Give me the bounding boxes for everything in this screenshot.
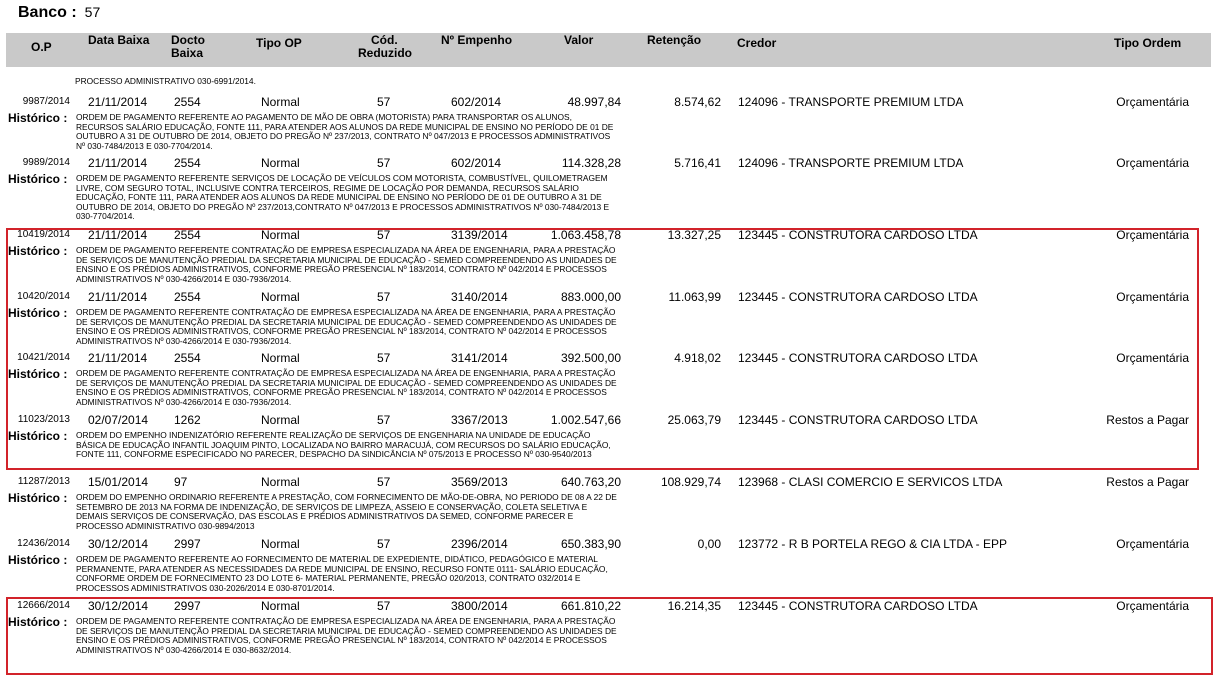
op-number: 11287/2013 xyxy=(17,476,70,487)
op-number: 9987/2014 xyxy=(22,96,70,107)
valor: 661.810,22 xyxy=(560,599,621,613)
credor-code: 123445 xyxy=(738,228,779,242)
historico-label: Histórico : xyxy=(8,244,68,258)
data-baixa: 30/12/2014 xyxy=(88,599,149,613)
valor: 48.997,84 xyxy=(567,95,621,109)
col-docto-line1: Docto xyxy=(171,33,205,47)
credor-code: 123968 xyxy=(738,475,779,489)
historico-label: Histórico : xyxy=(8,491,68,505)
tipo-op: Normal xyxy=(261,290,300,304)
historico-label: Histórico : xyxy=(8,306,68,320)
tipo-ordem: Orçamentária xyxy=(1116,228,1189,242)
empenho-number: 3800/2014 xyxy=(451,599,508,613)
col-docto-line2: Baixa xyxy=(171,46,204,60)
tipo-op: Normal xyxy=(261,537,300,551)
tipo-op: Normal xyxy=(261,228,300,242)
tipo-op: Normal xyxy=(261,351,300,365)
data-baixa: 21/11/2014 xyxy=(88,228,148,242)
historico-label: Histórico : xyxy=(8,429,68,443)
credor-name: - CONSTRUTORA CARDOSO LTDA xyxy=(781,599,978,613)
tipo-ordem: Orçamentária xyxy=(1116,156,1189,170)
data-baixa: 21/11/2014 xyxy=(88,156,148,170)
historico-label: Histórico : xyxy=(8,367,68,381)
docto-baixa: 2554 xyxy=(174,351,201,365)
tipo-op: Normal xyxy=(261,156,300,170)
valor: 1.002.547,66 xyxy=(550,413,621,427)
data-baixa: 15/01/2014 xyxy=(88,475,149,489)
credor xyxy=(738,156,963,170)
retencao: 11.063,99 xyxy=(668,290,721,304)
valor: 392.500,00 xyxy=(560,351,621,365)
retencao: 8.574,62 xyxy=(674,95,721,109)
historico-text: ORDEM DO EMPENHO ORDINARIO REFERENTE A PRESTAÇÃO, COM FORNECIMENTO DE MÃO-DE-OBRA, NO PERIODO DE 08 A 22 DE SETEMBRO DE 2013 NA FORMA DE INDENIZAÇÃO, DE SERVIÇOS DE LIMPEZA, ASSEIO E CONSERVAÇÃO, COLETA SELETIVA E DEMAIS SERVIÇOS DE CONSERVAÇÃO, DAS ESCOLAS E PRÉDIOS ADMINISTRATIVOS DA SEMED, CONFORME PARECER E PROCESSO ADMINISTRATIVO 030-9894/2013 xyxy=(76,492,617,531)
historico-label: Histórico : xyxy=(8,111,68,125)
historico-text: ORDEM DE PAGAMENTO REFERENTE CONTRATAÇÃO DE EMPRESA ESPECIALIZADA NA ÁREA DE ENGENHARIA, PARA A PRESTAÇÃO DE SERVIÇOS DE MANUTENÇÃO PREDIAL DA SECRETARIA MUNICIPAL DE EDUCAÇÃO - SEMED COMPREENDENDO AS UNIDADES DE ENSINO E OS PRÉDIOS ADMINISTRATIVOS, CONFORME PREGÃO PRESENCIAL Nº 183/2014, CONTRATO Nº 042/2014 E PROCESSOS ADMINISTRATIVOS Nº 030-4266/2014 E 030-7936/2014. xyxy=(76,307,617,346)
col-op: O.P xyxy=(31,40,52,54)
highlight-box-construtora-single xyxy=(6,597,1213,675)
cod-reduzido: 57 xyxy=(377,351,391,365)
credor-name: - CONSTRUTORA CARDOSO LTDA xyxy=(781,413,978,427)
empenho-number: 602/2014 xyxy=(451,156,502,170)
historico-label: Histórico : xyxy=(8,172,68,186)
tipo-op: Normal xyxy=(261,475,300,489)
empenho-number: 2396/2014 xyxy=(451,537,508,551)
valor: 114.328,28 xyxy=(561,156,621,170)
cod-reduzido: 57 xyxy=(377,537,391,551)
cod-reduzido: 57 xyxy=(377,599,391,613)
credor-name: - TRANSPORTE PREMIUM LTDA xyxy=(781,156,964,170)
record-row xyxy=(0,473,1217,535)
empenho-number: 3569/2013 xyxy=(451,475,508,489)
retencao: 16.214,35 xyxy=(667,599,721,613)
historico-label: Histórico : xyxy=(8,553,68,567)
retencao: 0,00 xyxy=(697,537,721,551)
empenho-number: 3139/2014 xyxy=(451,228,508,242)
credor xyxy=(738,95,963,109)
col-empenho: Nº Empenho xyxy=(441,33,513,47)
credor-name: - CLASI COMERCIO E SERVICOS LTDA xyxy=(781,475,1003,489)
empenho-number: 3367/2013 xyxy=(451,413,508,427)
op-number: 12436/2014 xyxy=(17,538,70,549)
banco-heading xyxy=(18,4,100,22)
col-tipo-op: Tipo OP xyxy=(256,36,302,50)
data-baixa: 21/11/2014 xyxy=(88,351,148,365)
docto-baixa: 2554 xyxy=(174,290,201,304)
cod-reduzido: 57 xyxy=(377,156,391,170)
empenho-number: 602/2014 xyxy=(451,95,502,109)
data-baixa: 21/11/2014 xyxy=(88,290,148,304)
empenho-number: 3140/2014 xyxy=(451,290,508,304)
historico-text: ORDEM DE PAGAMENTO REFERENTE SERVIÇOS DE LOCAÇÃO DE VEÍCULOS COM MOTORISTA, COMBUSTÍVEL, QUILOMETRAGEM LIVRE, COM SEGURO TOTAL, INCLUSIVE CONTRA TERCEIROS, REGIME DE LOCAÇÃO POR DEMANDA, RECURSOS SALÁRIO EDUCAÇÃO, FONTE 111, PARA ATENDER AOS ALUNOS DA REDE MUNICIPAL DE ENSINO NO PERÍODO DE 01 DE OUTUBRO A 31 DE OUTUBRO DE 2014, OBJETO DO PREGÃO Nº 237/2013,CONTRATO Nº 047/2013 E PROCESSOS ADMINISTRATIVOS Nº 030-7484/2013 E 030-7704/2014. xyxy=(76,173,610,221)
banco-value: 57 xyxy=(84,4,101,20)
tipo-ordem: Orçamentária xyxy=(1116,537,1189,551)
docto-baixa: 2554 xyxy=(174,228,201,242)
credor-code: 124096 xyxy=(738,156,779,170)
banco-label: Banco : xyxy=(18,4,77,21)
tipo-op: Normal xyxy=(261,413,300,427)
record-row xyxy=(0,93,1217,155)
col-cod-line1: Cód. xyxy=(371,33,398,47)
credor-name: - CONSTRUTORA CARDOSO LTDA xyxy=(781,228,978,242)
carryover-historico: PROCESSO ADMINISTRATIVO 030-6991/2014. xyxy=(75,76,256,86)
data-baixa: 02/07/2014 xyxy=(88,413,149,427)
credor xyxy=(738,537,1007,551)
historico-text: ORDEM DO EMPENHO INDENIZATÓRIO REFERENTE REALIZAÇÃO DE SERVIÇOS DE ENGENHARIA NA UNIDADE DE EDUCAÇÃO BÁSICA DE EDUCAÇÃO INFANTIL JOAQUIM PINTO, LOCALIZADA NO BAIRRO MARACUJÁ, COM RECURSOS DO SALÁRIO EDUCAÇÃO, FONTE 111, CONFORME ESPECIFICADO NO PARECER, DESPACHO DA SINDICÂNCIA Nº 075/2013 E PROCESSO Nº 030-9540/2013 xyxy=(76,430,611,459)
op-number: 11023/2013 xyxy=(17,414,70,425)
col-data-baixa: Data Baixa xyxy=(88,33,150,47)
credor-name: - CONSTRUTORA CARDOSO LTDA xyxy=(781,290,978,304)
tipo-ordem: Orçamentária xyxy=(1116,599,1189,613)
valor: 650.383,90 xyxy=(560,537,621,551)
col-cod-line2: Reduzido xyxy=(358,46,412,60)
op-number: 9989/2014 xyxy=(22,157,70,168)
cod-reduzido: 57 xyxy=(377,290,391,304)
credor-name: - R B PORTELA REGO & CIA LTDA - EPP xyxy=(781,537,1008,551)
credor-code: 123445 xyxy=(738,290,779,304)
tipo-op: Normal xyxy=(261,95,300,109)
credor xyxy=(738,475,1002,489)
credor-code: 123445 xyxy=(738,413,779,427)
credor-code: 123445 xyxy=(738,351,779,365)
credor-code: 123772 xyxy=(738,537,779,551)
cod-reduzido: 57 xyxy=(377,95,391,109)
retencao: 5.716,41 xyxy=(674,156,721,170)
historico-text: ORDEM DE PAGAMENTO REFERENTE CONTRATAÇÃO DE EMPRESA ESPECIALIZADA NA ÁREA DE ENGENHARIA, PARA A PRESTAÇÃO DE SERVIÇOS DE MANUTENÇÃO PREDIAL DA SECRETARIA MUNICIPAL DE EDUCAÇÃO - SEMED COMPREENDENDO AS UNIDADES DE ENSINO E OS PRÉDIOS ADMINISTRATIVOS, CONFORME PREGÃO PRESENCIAL Nº 183/2014, CONTRATO Nº 042/2014 E PROCESSOS ADMINISTRATIVOS Nº 030-4266/2014 E 030-7936/2014. xyxy=(76,368,617,407)
historico-label: Histórico : xyxy=(8,615,68,629)
historico-text: ORDEM DE PAGAMENTO REFERENTE AO PAGAMENTO DE MÃO DE OBRA (MOTORISTA) PARA TRANSPORTAR OS ALUNOS, RECURSOS SALÁRIO EDUCAÇÃO, FONTE 111, PARA ATENDER AOS ALUNOS DA REDE MUNICIPAL DE ENSINO NO PERÍODO DE 01 DE OUTUBRO A 31 DE OUTUBRO DE 2014, OBJETO DO PREGÃO Nº 237/2013, CONTRATO Nº 047/2013 E PROCESSOS ADMINISTRATIVOS Nº 030-7484/2013 E 030-7704/2014. xyxy=(76,112,614,151)
retencao: 13.327,25 xyxy=(667,228,721,242)
cod-reduzido: 57 xyxy=(377,228,391,242)
record-row xyxy=(0,154,1217,221)
tipo-op: Normal xyxy=(261,599,300,613)
retencao: 4.918,02 xyxy=(674,351,721,365)
col-credor: Credor xyxy=(737,36,777,50)
credor-name: - CONSTRUTORA CARDOSO LTDA xyxy=(781,351,978,365)
tipo-ordem: Orçamentária xyxy=(1116,351,1189,365)
op-number: 10419/2014 xyxy=(17,229,70,240)
data-baixa: 30/12/2014 xyxy=(88,537,149,551)
historico-text: ORDEM DE PAGAMENTO REFERENTE CONTRATAÇÃO DE EMPRESA ESPECIALIZADA NA ÁREA DE ENGENHARIA, PARA A PRESTAÇÃO DE SERVIÇOS DE MANUTENÇÃO PREDIAL DA SECRETARIA MUNICIPAL DE EDUCAÇÃO - SEMED COMPREENDENDO AS UNIDADES DE ENSINO E OS PRÉDIOS ADMINISTRATIVOS, CONFORME PREGÃO PRESENCIAL Nº 183/2014, CONTRATO Nº 042/2014 E PROCESSOS ADMINISTRATIVOS Nº 030-4266/2014 E 030-8632/2014. xyxy=(76,616,617,655)
docto-baixa: 1262 xyxy=(174,413,201,427)
docto-baixa: 2997 xyxy=(174,599,201,613)
op-number: 12666/2014 xyxy=(17,600,70,611)
credor-code: 123445 xyxy=(738,599,779,613)
tipo-ordem: Restos a Pagar xyxy=(1106,475,1189,489)
cod-reduzido: 57 xyxy=(377,413,391,427)
valor: 1.063.458,78 xyxy=(550,228,621,242)
credor-code: 124096 xyxy=(738,95,779,109)
empenho-number: 3141/2014 xyxy=(451,351,508,365)
valor: 883.000,00 xyxy=(560,290,621,304)
docto-baixa: 97 xyxy=(174,475,188,489)
tipo-ordem: Orçamentária xyxy=(1116,95,1189,109)
column-header-bar xyxy=(6,33,1211,67)
historico-text: ORDEM DE PAGAMENTO REFERENTE AO FORNECIMENTO DE MATERIAL DE EXPEDIENTE, DIDÁTICO, PEDAGÓGICO E MATERIAL PERMANENTE, PARA ATENDER AS NECESSIDADES DA REDE MUNICIPAL DE ENSINO, RECURSO FONTE 0111- SALÁRIO EDUCAÇÃO, CONFORME ORDEM DE FORNECIMENTO 23 DO LOTE 6- MATERIAL PERMANENTE, PREGÃO 020/2013, CONTRATO 032/2014 E PROCESSOS ADMINISTRATIVOS 030-2026/2014 E 030-8701/2014. xyxy=(76,554,608,593)
tipo-ordem: Orçamentária xyxy=(1116,290,1189,304)
tipo-ordem: Restos a Pagar xyxy=(1106,413,1189,427)
col-valor: Valor xyxy=(564,33,594,47)
op-number: 10421/2014 xyxy=(17,352,70,363)
docto-baixa: 2554 xyxy=(174,95,201,109)
docto-baixa: 2554 xyxy=(174,156,201,170)
retencao: 25.063,79 xyxy=(667,413,721,427)
retencao: 108.929,74 xyxy=(660,475,721,489)
historico-text: ORDEM DE PAGAMENTO REFERENTE CONTRATAÇÃO DE EMPRESA ESPECIALIZADA NA ÁREA DE ENGENHARIA, PARA A PRESTAÇÃO DE SERVIÇOS DE MANUTENÇÃO PREDIAL DA SECRETARIA MUNICIPAL DE EDUCAÇÃO - SEMED COMPREENDENDO AS UNIDADES DE ENSINO E OS PRÉDIOS ADMINISTRATIVOS, CONFORME PREGÃO PRESENCIAL Nº 183/2014, CONTRATO Nº 042/2014 E PROCESSOS ADMINISTRATIVOS Nº 030-4266/2014 E 030-7936/2014. xyxy=(76,245,617,284)
op-number: 10420/2014 xyxy=(17,291,70,302)
valor: 640.763,20 xyxy=(560,475,621,489)
col-tipo-ordem: Tipo Ordem xyxy=(1114,36,1182,50)
col-retencao: Retenção xyxy=(647,33,702,47)
credor-name: - TRANSPORTE PREMIUM LTDA xyxy=(781,95,964,109)
data-baixa: 21/11/2014 xyxy=(88,95,148,109)
highlight-box-construtora-group xyxy=(6,228,1199,470)
record-row xyxy=(0,535,1217,597)
cod-reduzido: 57 xyxy=(377,475,391,489)
docto-baixa: 2997 xyxy=(174,537,201,551)
